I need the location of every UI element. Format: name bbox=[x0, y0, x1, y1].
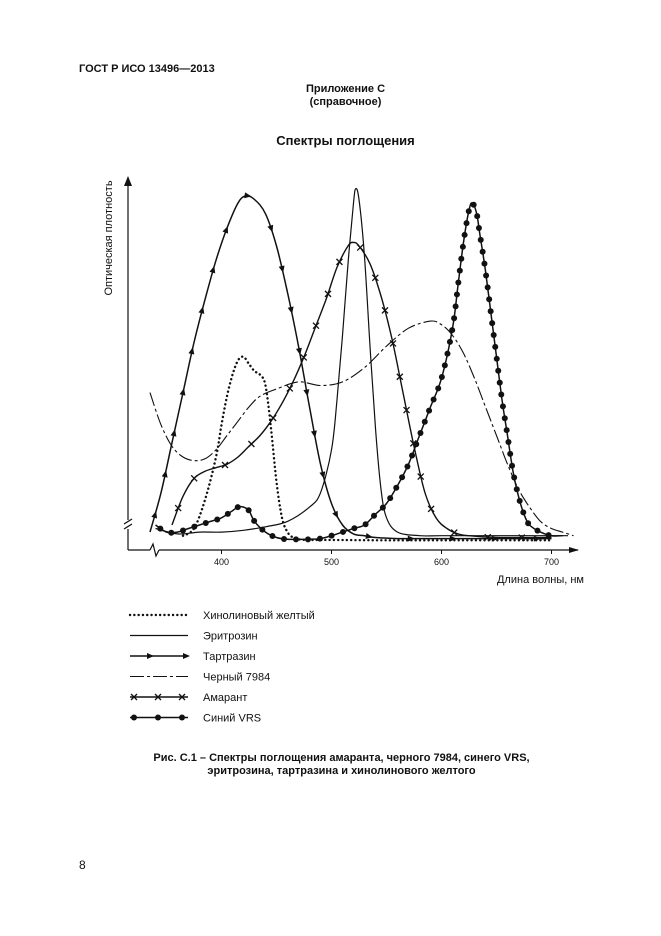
caption-line-1: Рис. С.1 – Спектры поглощения амаранта, черного 7984, синего VRS, bbox=[153, 752, 530, 764]
series-marker bbox=[317, 536, 323, 542]
series-marker bbox=[498, 392, 504, 398]
y-axis-break-icon bbox=[124, 519, 132, 529]
legend-item bbox=[130, 713, 261, 725]
series-marker bbox=[357, 245, 363, 251]
page-number: 8 bbox=[79, 858, 86, 872]
series-marker bbox=[504, 427, 510, 433]
series-marker bbox=[175, 505, 181, 511]
series-marker bbox=[471, 202, 477, 208]
markers-layer bbox=[151, 192, 551, 542]
series-marker bbox=[371, 513, 377, 519]
series-marker bbox=[450, 536, 457, 542]
series-marker bbox=[494, 356, 500, 362]
x-tick-label: 700 bbox=[543, 557, 560, 567]
series-marker bbox=[214, 516, 220, 522]
series-markers-3 bbox=[151, 192, 541, 541]
series-marker bbox=[287, 385, 293, 391]
series-marker bbox=[474, 213, 480, 219]
series-marker bbox=[457, 268, 463, 274]
series-line-1 bbox=[183, 357, 552, 541]
series-marker bbox=[380, 505, 386, 511]
series-marker bbox=[478, 237, 484, 243]
series-marker bbox=[455, 280, 461, 286]
series-line-6 bbox=[156, 203, 563, 540]
series-marker bbox=[485, 284, 491, 290]
legend-item bbox=[130, 672, 270, 684]
x-tick-label: 600 bbox=[433, 557, 450, 567]
document-header: ГОСТ Р ИСО 13496—2013 bbox=[79, 63, 215, 75]
series-marker bbox=[488, 308, 494, 314]
legend-label: Тартразин bbox=[203, 651, 256, 663]
series-marker bbox=[157, 526, 163, 532]
series-marker bbox=[486, 296, 492, 302]
series-marker bbox=[422, 419, 428, 425]
series-marker bbox=[489, 320, 495, 326]
series-marker bbox=[387, 495, 393, 501]
series-marker bbox=[428, 506, 434, 512]
legend-marker bbox=[183, 653, 190, 659]
appendix-title: Приложение С bbox=[305, 83, 386, 95]
series-marker bbox=[225, 511, 231, 517]
series-marker bbox=[313, 323, 319, 329]
series-marker bbox=[502, 415, 508, 421]
series-layer bbox=[150, 188, 574, 540]
series-marker bbox=[451, 530, 457, 536]
series-marker bbox=[500, 403, 506, 409]
series-marker bbox=[259, 527, 265, 533]
legend-marker bbox=[155, 715, 161, 721]
series-marker bbox=[447, 339, 453, 345]
series-marker bbox=[336, 259, 342, 265]
series-marker bbox=[492, 344, 498, 350]
series-marker bbox=[505, 439, 511, 445]
series-marker bbox=[244, 192, 252, 199]
series-marker bbox=[235, 504, 241, 510]
series-marker bbox=[248, 441, 254, 447]
series-marker bbox=[481, 261, 487, 267]
series-markers-6 bbox=[157, 202, 551, 543]
series-marker bbox=[363, 521, 369, 527]
series-marker bbox=[466, 208, 472, 214]
series-marker bbox=[409, 452, 415, 458]
series-marker bbox=[462, 232, 468, 238]
series-marker bbox=[458, 256, 464, 262]
series-marker bbox=[209, 265, 217, 273]
x-axis-label: Длина волны, нм bbox=[496, 574, 584, 586]
legend bbox=[130, 610, 315, 725]
series-marker bbox=[267, 225, 275, 234]
series-marker bbox=[270, 415, 276, 421]
series-line-5 bbox=[172, 242, 552, 537]
series-marker bbox=[514, 486, 520, 492]
series-marker bbox=[517, 498, 523, 504]
legend-item bbox=[130, 692, 247, 704]
legend-label: Хинолиновый желтый bbox=[203, 610, 315, 622]
series-marker bbox=[222, 225, 230, 234]
series-marker bbox=[332, 511, 341, 520]
series-marker bbox=[393, 485, 399, 491]
series-marker bbox=[435, 385, 441, 391]
series-marker bbox=[464, 220, 470, 226]
x-tick-label: 400 bbox=[213, 557, 230, 567]
series-marker bbox=[431, 396, 437, 402]
series-marker bbox=[340, 529, 346, 535]
series-marker bbox=[269, 533, 275, 539]
legend-item bbox=[130, 631, 258, 643]
legend-item bbox=[130, 610, 315, 622]
series-line-2 bbox=[156, 188, 569, 535]
series-marker bbox=[534, 528, 540, 534]
series-marker bbox=[246, 507, 252, 513]
series-marker bbox=[281, 536, 287, 542]
series-marker bbox=[480, 249, 486, 255]
series-marker bbox=[168, 530, 174, 536]
series-marker bbox=[180, 528, 186, 534]
series-marker bbox=[439, 374, 445, 380]
series-line-3 bbox=[150, 196, 552, 539]
appendix-subtitle: (справочное) bbox=[309, 96, 382, 108]
x-tick-label: 500 bbox=[323, 557, 340, 567]
series-marker bbox=[399, 474, 405, 480]
y-axis-arrow-icon bbox=[124, 176, 132, 186]
series-marker bbox=[497, 380, 503, 386]
chart-title: Спектры поглощения bbox=[276, 133, 415, 148]
series-marker bbox=[511, 475, 517, 481]
series-marker bbox=[525, 520, 531, 526]
legend-label: Эритрозин bbox=[203, 630, 258, 643]
series-marker bbox=[404, 464, 410, 470]
series-marker bbox=[191, 524, 197, 530]
series-marker bbox=[454, 291, 460, 297]
series-marker bbox=[191, 475, 197, 481]
x-axis-break-icon bbox=[150, 544, 159, 556]
series-marker bbox=[483, 272, 489, 278]
series-marker bbox=[476, 225, 482, 231]
legend-label: Амарант bbox=[203, 692, 248, 704]
legend-marker bbox=[131, 715, 137, 721]
series-marker bbox=[305, 536, 311, 542]
y-axis-label: Оптическая плотность bbox=[103, 180, 115, 296]
series-marker bbox=[426, 408, 432, 414]
series-marker bbox=[293, 536, 299, 542]
legend-marker bbox=[147, 653, 154, 659]
caption-line-2: эритрозина, тартразина и хинолинового желтого bbox=[207, 765, 476, 777]
series-marker bbox=[453, 303, 459, 309]
axes bbox=[103, 176, 584, 586]
series-marker bbox=[444, 351, 450, 357]
series-marker bbox=[491, 332, 497, 338]
series-marker bbox=[251, 518, 257, 524]
legend-label: Черный 7984 bbox=[203, 671, 271, 684]
series-marker bbox=[449, 327, 455, 333]
series-marker bbox=[301, 354, 307, 360]
series-marker bbox=[203, 520, 209, 526]
legend-marker bbox=[179, 715, 185, 721]
legend-label: Синий VRS bbox=[203, 712, 262, 725]
series-marker bbox=[417, 430, 423, 436]
series-marker bbox=[351, 525, 357, 531]
series-marker bbox=[546, 532, 552, 538]
figure-caption bbox=[0, 752, 661, 778]
series-marker bbox=[413, 441, 419, 447]
series-marker bbox=[442, 362, 448, 368]
series-marker bbox=[520, 509, 526, 515]
legend-item bbox=[130, 651, 256, 663]
series-marker bbox=[451, 315, 457, 321]
series-line-4 bbox=[150, 321, 574, 536]
series-marker bbox=[460, 244, 466, 250]
series-marker bbox=[509, 463, 515, 469]
series-marker bbox=[329, 533, 335, 539]
series-marker bbox=[495, 368, 501, 374]
series-marker bbox=[507, 451, 513, 457]
series-marker bbox=[151, 510, 159, 518]
